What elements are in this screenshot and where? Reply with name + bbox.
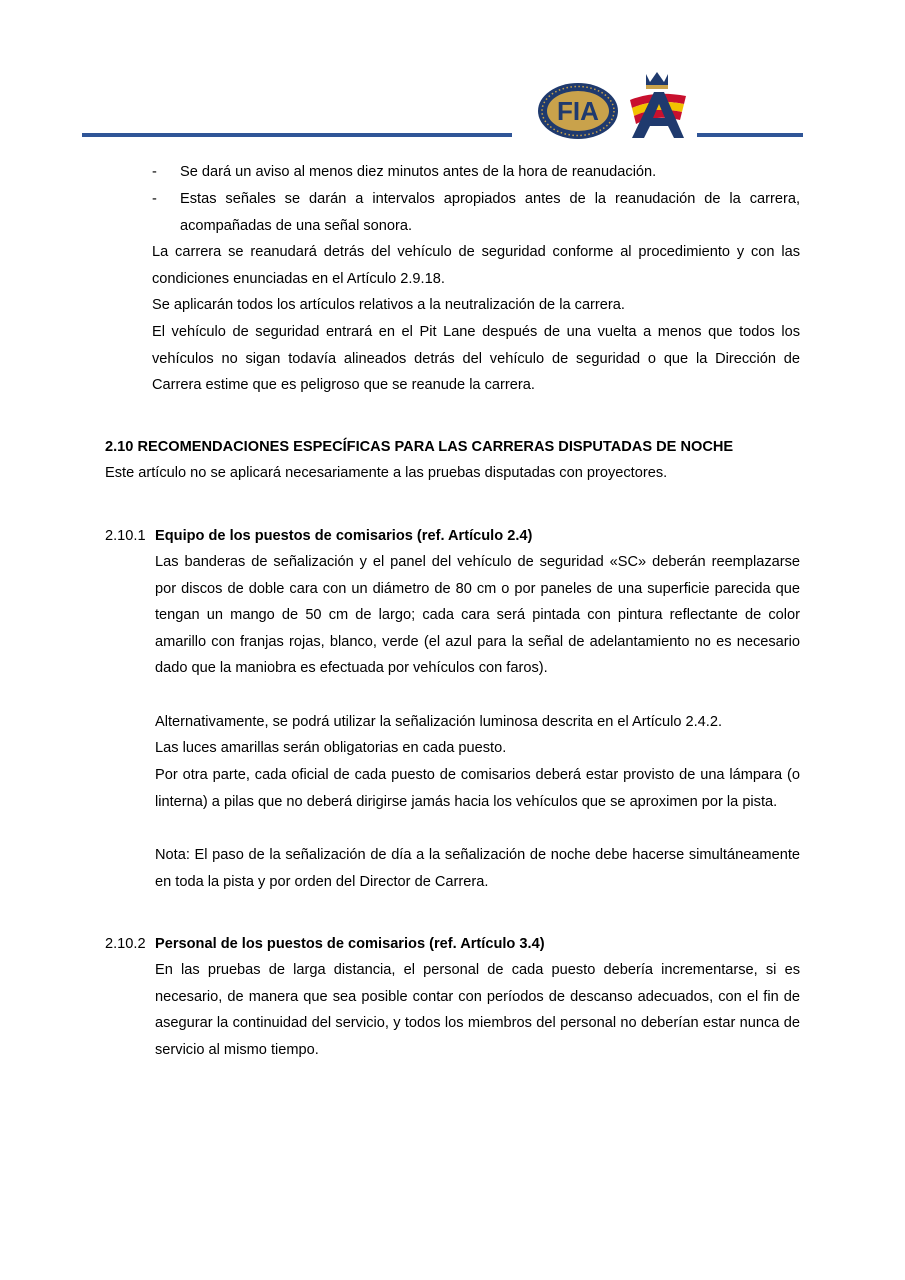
body-paragraph: El vehículo de seguridad entrará en el Pit Lane después de una vuelta a menos que todos los vehículos no sigan todavía alineados detrás del vehículo de seguridad o que la Dirección de Carrera estime que es peligroso que se reanude la carrera. — [152, 324, 800, 393]
bullet-marker: - — [152, 164, 157, 180]
bullet-item: Se dará un aviso al menos diez minutos antes de la hora de reanudación. — [180, 164, 657, 180]
bullet-item: Estas señales se darán a intervalos apropiados antes de la reanudación de la carrera, acompañadas de una señal sonora. — [180, 191, 800, 234]
body-paragraph: Alternativamente, se podrá utilizar la señalización luminosa descrita en el Artículo 2.4.2. — [155, 714, 723, 730]
body-paragraph: Las luces amarillas serán obligatorias en cada puesto. — [155, 740, 507, 756]
header-rule-left — [82, 133, 512, 137]
body-paragraph: Las banderas de señalización y el panel del vehículo de seguridad «SC» deberán reemplazarse por discos de doble cara con un diámetro de 80 cm o por paneles de una superficie parecida que tengan un mango de 50 cm de largo; cada cara será pintada con pintura reflectante de color amarillo con franjas rojas, blanco, verde (el azul para la señal de adelantamiento no es necesario dado que la maniobra es efectuada por vehículos con faros). — [155, 554, 800, 676]
fia-logo-text: FIA — [557, 96, 599, 126]
subsection-number: 2.10.1 — [105, 528, 146, 544]
header-rule-right — [697, 133, 803, 137]
section-title: 2.10 RECOMENDACIONES ESPECÍFICAS PARA LAS CARRERAS DISPUTADAS DE NOCHE — [105, 439, 734, 455]
rfea-logo-text: A — [624, 70, 625, 71]
subsection-title: Equipo de los puestos de comisarios (ref. Artículo 2.4) — [155, 528, 533, 544]
subsection-number: 2.10.2 — [105, 936, 146, 952]
body-paragraph: Por otra parte, cada oficial de cada puesto de comisarios deberá estar provisto de una lámpara (o linterna) a pilas que no deberá dirigirse jamás hacia los vehículos que se aproximen por la pista. — [155, 767, 800, 810]
fia-logo — [537, 82, 619, 140]
section-intro: Este artículo no se aplicará necesariamente a las pruebas disputadas con proyectores. — [105, 465, 668, 481]
body-paragraph: Se aplicarán todos los artículos relativos a la neutralización de la carrera. — [152, 297, 625, 313]
subsection-title: Personal de los puestos de comisarios (ref. Artículo 3.4) — [155, 936, 545, 952]
rfea-logo — [624, 70, 690, 140]
body-paragraph: Nota: El paso de la señalización de día a la señalización de noche debe hacerse simultáneamente en toda la pista y por orden del Director de Carrera. — [155, 847, 800, 890]
body-paragraph: La carrera se reanudará detrás del vehículo de seguridad conforme al procedimiento y con las condiciones enunciadas en el Artículo 2.9.18. — [152, 244, 800, 287]
body-paragraph: En las pruebas de larga distancia, el personal de cada puesto debería incrementarse, si es necesario, de manera que sea posible contar con períodos de descanso adecuados, con el fin de asegurar la continuidad del servicio, y todos los miembros del personal no deberían estar nunca de servicio al mismo tiempo. — [155, 962, 800, 1058]
bullet-marker: - — [152, 191, 157, 207]
